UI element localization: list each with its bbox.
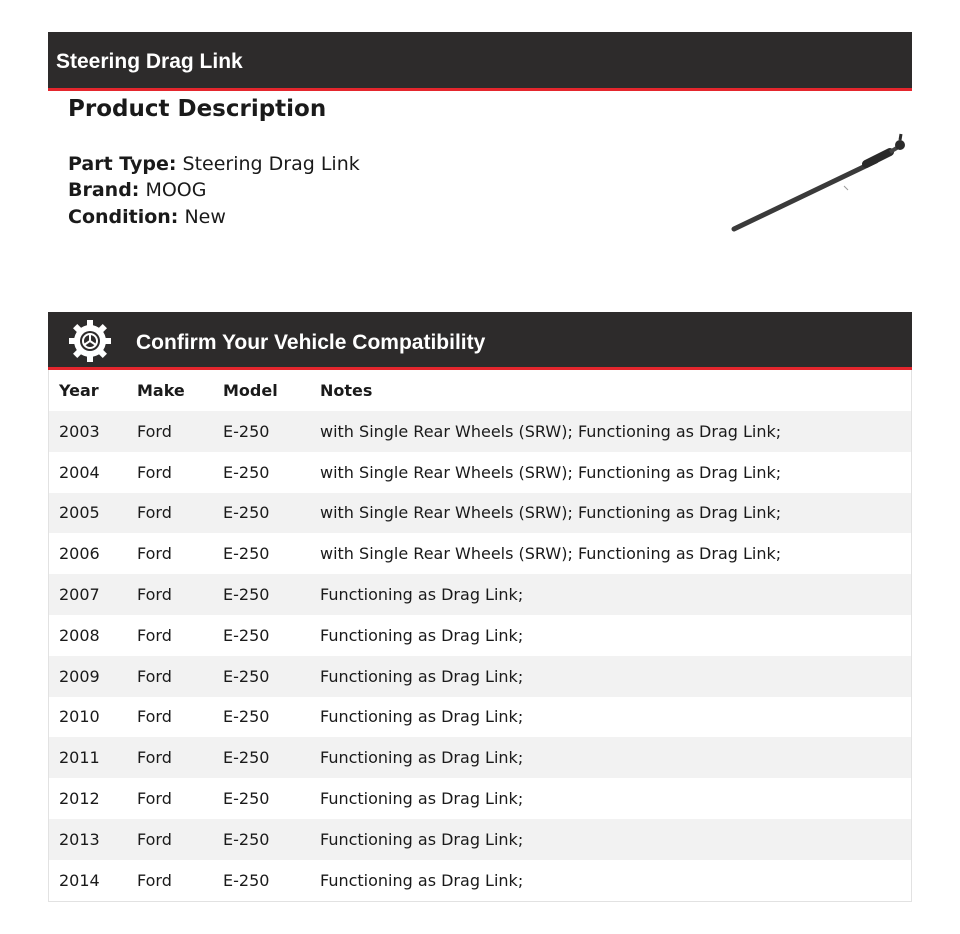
cell-model: E-250 xyxy=(223,503,270,523)
cell-notes: with Single Rear Wheels (SRW); Functioning as Drag Link; xyxy=(320,462,782,482)
cell-make: Ford xyxy=(137,421,172,441)
cell-make: Ford xyxy=(137,707,172,727)
column-header-year: Year xyxy=(59,381,99,400)
table-row xyxy=(49,615,911,656)
product-title: Steering Drag Link xyxy=(56,50,243,73)
cell-year: 2005 xyxy=(59,503,100,523)
product-title-bar xyxy=(48,32,912,91)
table-row xyxy=(49,737,911,778)
table-row xyxy=(49,819,911,860)
cell-make: Ford xyxy=(137,748,172,768)
cell-notes: Functioning as Drag Link; xyxy=(320,789,524,809)
cell-year: 2009 xyxy=(59,666,100,686)
table-row xyxy=(49,533,911,574)
cell-notes: Functioning as Drag Link; xyxy=(320,625,524,645)
cell-make: Ford xyxy=(137,625,172,645)
cell-make: Ford xyxy=(137,870,172,890)
column-header-model: Model xyxy=(223,381,278,400)
cell-make: Ford xyxy=(137,789,172,809)
cell-model: E-250 xyxy=(223,421,270,441)
product-description-heading: Product Description xyxy=(68,96,327,122)
cell-make: Ford xyxy=(137,829,172,849)
compatibility-title: Confirm Your Vehicle Compatibility xyxy=(136,331,486,354)
cell-notes: with Single Rear Wheels (SRW); Functioning as Drag Link; xyxy=(320,421,782,441)
table-row xyxy=(49,574,911,615)
cell-model: E-250 xyxy=(223,625,270,645)
gear-icon xyxy=(68,319,112,363)
cell-year: 2012 xyxy=(59,789,100,809)
compatibility-table xyxy=(48,370,912,902)
spec-value: New xyxy=(184,206,226,228)
cell-model: E-250 xyxy=(223,544,270,564)
compatibility-header xyxy=(48,312,912,370)
cell-make: Ford xyxy=(137,666,172,686)
cell-notes: Functioning as Drag Link; xyxy=(320,870,524,890)
spec-label: Part Type: xyxy=(68,153,177,175)
table-row xyxy=(49,452,911,493)
cell-make: Ford xyxy=(137,585,172,605)
table-row xyxy=(49,778,911,819)
cell-notes: Functioning as Drag Link; xyxy=(320,666,524,686)
cell-year: 2007 xyxy=(59,585,100,605)
column-header-notes: Notes xyxy=(320,381,373,400)
spec-condition xyxy=(68,204,226,230)
cell-year: 2003 xyxy=(59,421,100,441)
table-row xyxy=(49,411,911,452)
cell-year: 2008 xyxy=(59,625,100,645)
column-header-make: Make xyxy=(137,381,185,400)
cell-model: E-250 xyxy=(223,829,270,849)
cell-year: 2011 xyxy=(59,748,100,768)
spec-value: Steering Drag Link xyxy=(182,153,360,175)
spec-value: MOOG xyxy=(145,179,207,201)
cell-notes: with Single Rear Wheels (SRW); Functioning as Drag Link; xyxy=(320,503,782,523)
table-row xyxy=(49,860,911,901)
table-header-row xyxy=(49,370,911,411)
spec-part-type xyxy=(68,151,360,177)
cell-year: 2010 xyxy=(59,707,100,727)
cell-make: Ford xyxy=(137,462,172,482)
table-row xyxy=(49,697,911,738)
cell-notes: Functioning as Drag Link; xyxy=(320,707,524,727)
spec-brand xyxy=(68,177,206,203)
cell-model: E-250 xyxy=(223,748,270,768)
cell-notes: with Single Rear Wheels (SRW); Functioning as Drag Link; xyxy=(320,544,782,564)
cell-year: 2006 xyxy=(59,544,100,564)
spec-label: Condition: xyxy=(68,206,179,228)
cell-year: 2004 xyxy=(59,462,100,482)
cell-make: Ford xyxy=(137,503,172,523)
cell-model: E-250 xyxy=(223,585,270,605)
cell-model: E-250 xyxy=(223,870,270,890)
drag-link-product-image xyxy=(726,128,910,240)
cell-model: E-250 xyxy=(223,462,270,482)
cell-notes: Functioning as Drag Link; xyxy=(320,748,524,768)
spec-label: Brand: xyxy=(68,179,140,201)
cell-make: Ford xyxy=(137,544,172,564)
cell-year: 2013 xyxy=(59,829,100,849)
cell-model: E-250 xyxy=(223,666,270,686)
table-row xyxy=(49,493,911,534)
cell-notes: Functioning as Drag Link; xyxy=(320,829,524,849)
cell-model: E-250 xyxy=(223,707,270,727)
cell-model: E-250 xyxy=(223,789,270,809)
table-row xyxy=(49,656,911,697)
cell-year: 2014 xyxy=(59,870,100,890)
cell-notes: Functioning as Drag Link; xyxy=(320,585,524,605)
